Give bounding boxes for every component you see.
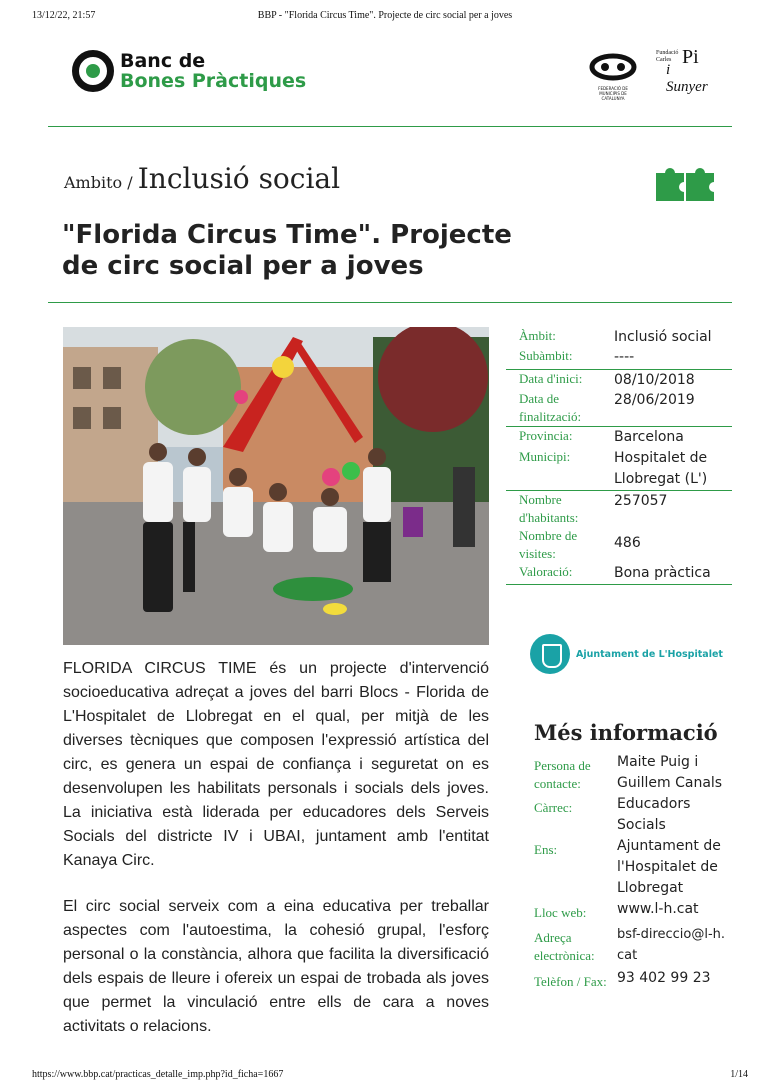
info-row-habitants <box>506 491 732 527</box>
breadcrumb <box>64 162 340 195</box>
description-paragraph: FLORIDA CIRCUS TIME és un projecte d'intervenció socioeducativa adreçat a joves del barri Blocs - Florida de L'Hospitalet de Llobregat en el qual, per mitjà de les diverses tècniques que composen l'expressió artística del circ, es genera un espai de confiança i seguretat on es desenvolupen les habilitats personals i socials dels joves. La iniciativa està liderada per educadores dels Serveis Socials del districte IV i UBAI, juntament amb l'entitat Kanaya Circ. <box>63 660 489 869</box>
entity-value: Ajuntament de l'Hospitalet de Llobregat <box>617 838 721 896</box>
bbp-logo-line1: Banc de <box>120 50 206 72</box>
info-value: 28/06/2019 <box>614 392 695 408</box>
info-label: Àmbit: <box>519 328 556 343</box>
website-row <box>534 899 732 922</box>
info-value: Bona pràctica <box>614 565 711 581</box>
pisunyer-logo-sunyer: i Sunyer <box>666 62 708 95</box>
entity-label: Ens: <box>534 842 558 857</box>
email-label: Adreça electrònica: <box>534 930 595 963</box>
title-divider <box>48 302 732 303</box>
info-row-provincia <box>506 427 732 448</box>
info-label: Valoració: <box>519 564 573 579</box>
info-row-data-inici <box>506 370 732 391</box>
info-table <box>506 327 732 585</box>
info-row-municipi <box>506 448 732 490</box>
page-title: "Florida Circus Time". Projecte de circ social per a joves <box>62 220 512 281</box>
header-divider <box>48 126 732 127</box>
phone-row <box>534 968 732 991</box>
pisunyer-logo-small: Fundació Carles <box>656 50 679 63</box>
info-label: Municipi: <box>519 449 571 464</box>
fmc-logo-caption: FEDERACIÓ DE MUNICIPIS DE CATALUNYA <box>598 86 628 101</box>
info-row-valoracio <box>506 563 732 584</box>
print-datetime: 13/12/22, 21:57 <box>32 10 96 21</box>
website-label: Lloc web: <box>534 905 587 920</box>
website-link[interactable]: www.l-h.cat <box>617 901 699 917</box>
info-value: 486 <box>614 535 641 551</box>
puzzle-icon <box>656 173 714 201</box>
email-link[interactable]: bsf-direccio@l-h.cat <box>617 927 726 963</box>
pisunyer-logo-pi: Pi <box>682 46 699 68</box>
project-photo <box>63 327 489 645</box>
info-label: Data d'inici: <box>519 371 583 386</box>
description-paragraph: El circ social serveix com a eina educativa per treballar aspectes com l'autoestima, la cohesió grupal, l'esforç personal o la constància, alhora que facilita la diversificació dels espais de lleure i ofereix un espai de trobada als joves que permet la vinculació entre ells de cara a noves activitats o relacions. <box>63 898 489 1035</box>
bbp-logo-line2: Bones Pràctiques <box>120 70 307 92</box>
ajuntament-logo[interactable] <box>530 634 723 674</box>
info-row-data-finalitzacio <box>506 390 732 426</box>
ambito-value: Inclusió social <box>137 162 341 195</box>
info-label: Provincia: <box>519 428 573 443</box>
info-label: Nombre de visites: <box>519 528 578 561</box>
info-value: 257057 <box>614 493 668 509</box>
print-url[interactable]: https://www.bbp.cat/practicas_detalle_imp.php?id_ficha=1667 <box>32 1069 284 1080</box>
position-label: Càrrec: <box>534 800 573 815</box>
info-row-subambit <box>506 347 732 368</box>
puzzle-piece-icon <box>686 173 714 201</box>
bbp-logo[interactable] <box>72 50 306 92</box>
ambito-prefix: Ambito <box>64 173 123 192</box>
fmc-logo-icon <box>589 52 637 82</box>
contact-label: Persona de contacte: <box>534 758 591 791</box>
bbp-logo-icon <box>72 50 114 92</box>
ajuntament-shield-icon <box>530 634 570 674</box>
info-label: Subàmbit: <box>519 348 573 363</box>
info-value: Inclusió social <box>614 329 712 345</box>
contact-value: Maite Puig i Guillem Canals <box>617 754 723 791</box>
info-value: Hospitalet de Llobregat (L') <box>614 450 708 487</box>
position-value: Educadors Socials <box>617 796 691 833</box>
info-value: 08/10/2018 <box>614 372 695 388</box>
more-info-heading: Més informació <box>534 720 718 745</box>
position-row <box>534 794 732 836</box>
info-label: Nombre d'habitants: <box>519 492 579 525</box>
fmc-logo <box>588 52 638 101</box>
info-divider <box>506 584 732 585</box>
more-info-table <box>534 752 732 991</box>
ambito-separator: / <box>122 173 138 192</box>
phone-value: 93 402 99 23 <box>617 970 711 986</box>
info-label: Data de finalització: <box>519 391 582 424</box>
contact-row <box>534 752 732 794</box>
info-row-ambit <box>506 327 732 348</box>
info-value: ---- <box>614 349 635 365</box>
info-value: Barcelona <box>614 429 684 445</box>
phone-label: Telèfon / Fax: <box>534 974 607 989</box>
info-row-visites <box>506 527 732 563</box>
ajuntament-logo-text: Ajuntament de L'Hospitalet <box>576 648 723 660</box>
print-page-number: 1/14 <box>730 1069 748 1080</box>
puzzle-piece-icon <box>656 173 684 201</box>
entity-row <box>534 836 732 899</box>
pisunyer-logo <box>656 46 712 96</box>
email-row <box>534 924 732 966</box>
print-page-title: BBP - "Florida Circus Time". Projecte de circ social per a joves <box>257 10 513 21</box>
